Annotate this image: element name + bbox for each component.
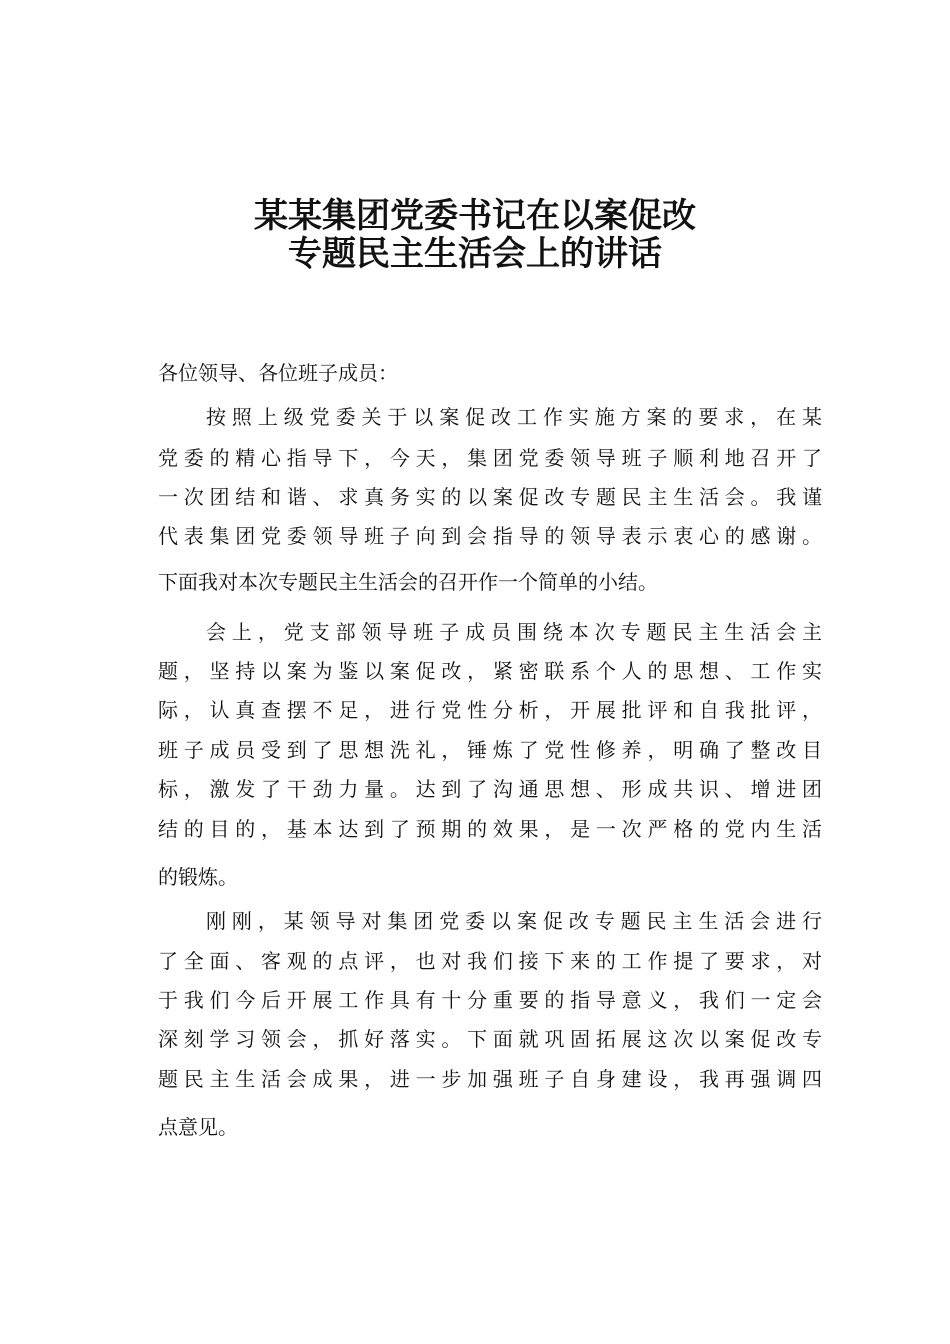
paragraph-2-line: 班子成员受到了思想洗礼，锤炼了党性修养，明确了整改目: [158, 738, 822, 762]
paragraph-1-line: 按照上级党委关于以案促改工作实施方案的要求，在某: [206, 405, 822, 429]
paragraph-2-line: 的锻炼。: [158, 865, 238, 889]
paragraph-1-line: 一次团结和谐、求真务实的以案促改专题民主生活会。我谨: [158, 485, 822, 509]
paragraph-2-line: 标，激发了干劲力量。达到了沟通思想、形成共识、增进团: [158, 777, 822, 801]
paragraph-3-line: 刚刚，某领导对集团党委以案促改专题民主生活会进行: [206, 909, 822, 933]
paragraph-3-line: 题民主生活会成果，进一步加强班子自身建设，我再强调四: [158, 1067, 822, 1091]
paragraph-1-line: 党委的精心指导下，今天，集团党委领导班子顺利地召开了: [158, 446, 822, 470]
paragraph-2-line: 会上，党支部领导班子成员围绕本次专题民主生活会主: [206, 620, 822, 644]
paragraph-2-line: 题，坚持以案为鉴以案促改，紧密联系个人的思想、工作实: [158, 659, 822, 683]
paragraph-2-line: 结的目的，基本达到了预期的效果，是一次严格的党内生活: [158, 817, 822, 841]
salutation: 各位领导、各位班子成员：: [158, 361, 398, 385]
paragraph-1-line: 下面我对本次专题民主生活会的召开作一个简单的小结。: [158, 570, 658, 594]
paragraph-1-line: 代表集团党委领导班子向到会指导的领导表示衷心的感谢。: [158, 524, 822, 548]
document-title-line-2: 专题民主生活会上的讲话: [288, 234, 662, 274]
paragraph-3-line: 了全面、客观的点评，也对我们接下来的工作提了要求，对: [158, 949, 822, 973]
document-title-line-1: 某某集团党委书记在以案促改: [254, 196, 696, 236]
paragraph-2-line: 际，认真查摆不足，进行党性分析，开展批评和自我批评，: [158, 698, 822, 722]
paragraph-3-line: 于我们今后开展工作具有十分重要的指导意义，我们一定会: [158, 988, 822, 1012]
paragraph-3-line: 深刻学习领会，抓好落实。下面就巩固拓展这次以案促改专: [158, 1027, 822, 1051]
paragraph-3-line: 点意见。: [158, 1115, 238, 1139]
